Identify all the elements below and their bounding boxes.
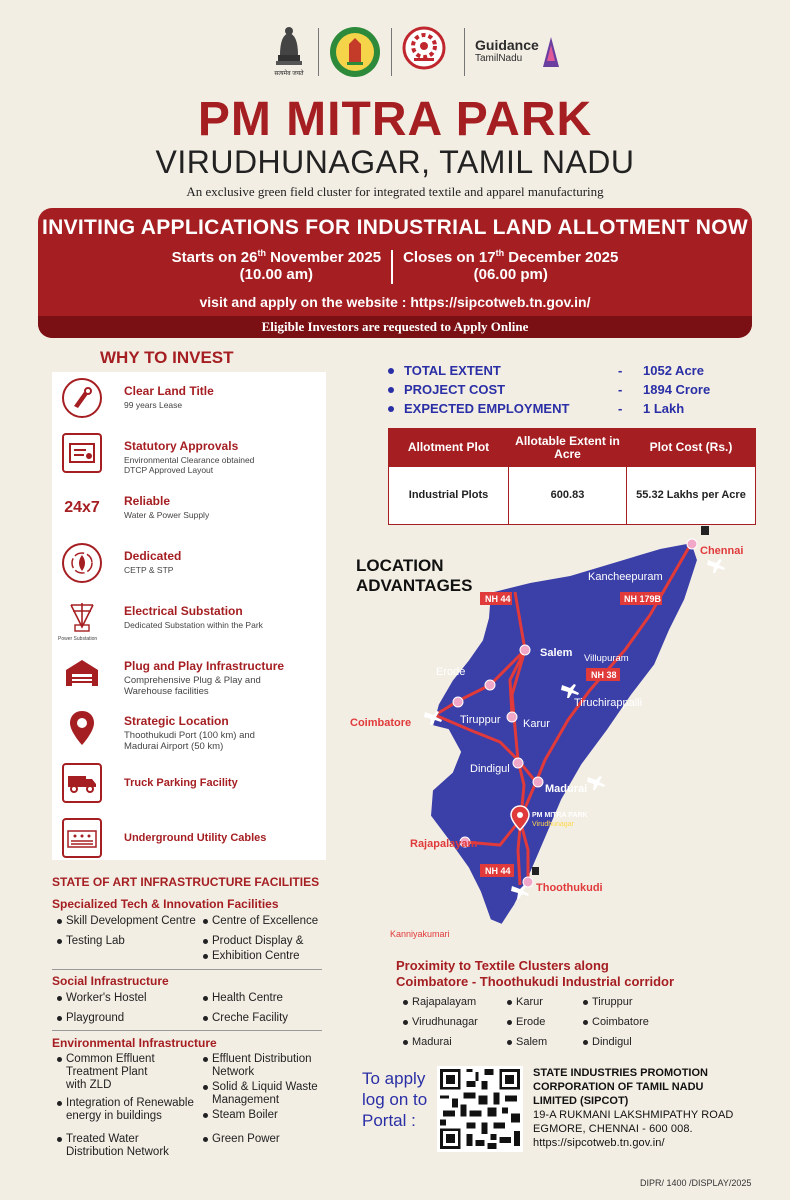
infra-section-title: Environmental Infrastructure	[52, 1036, 217, 1050]
list-item: Steam Boiler	[212, 1109, 278, 1121]
location-title-line: ADVANTAGES	[356, 576, 473, 595]
city-dot	[507, 712, 517, 722]
logo-divider	[391, 28, 392, 76]
label-tiruchirappalli: Tiruchirappalli	[574, 697, 643, 709]
close-date-month: December 2025	[504, 249, 619, 266]
start-date-text: Starts on 26	[171, 249, 258, 266]
why-item-sub: Environmental Clearance obtained DTCP Approved Layout	[124, 455, 255, 475]
list-item: Dindigul	[592, 1036, 632, 1048]
warehouse-icon	[62, 653, 102, 693]
highway-label-nh44-top: NH 44	[485, 594, 511, 604]
label-chennai: Chennai	[700, 545, 744, 557]
airport-icon	[707, 559, 725, 573]
proximity-title-line: Coimbatore - Thoothukudi Industrial corridor	[396, 974, 675, 989]
page-title: PM MITRA PARK	[197, 93, 593, 146]
why-item-sub: Thoothukudi Port (100 km) and Madurai Airport (50 km)	[124, 730, 255, 752]
why-item-sub: CETP & STP	[124, 565, 174, 575]
guidance-text: Guidance	[475, 37, 539, 53]
city-dot	[453, 697, 463, 707]
stat-dash: -	[618, 363, 623, 378]
why-item-sub: 99 years Lease	[124, 400, 183, 410]
why-item-head: Electrical Substation	[124, 604, 243, 618]
city-dot	[687, 539, 697, 549]
list-item: Creche Facility	[212, 1012, 289, 1024]
why-item-sub: Dedicated Substation within the Park	[124, 620, 263, 630]
list-item: Playground	[66, 1012, 125, 1024]
highway-label-nh179b: NH 179B	[624, 594, 662, 604]
stat-employment	[388, 401, 758, 420]
sipcot-url-link[interactable]: https://sipcotweb.tn.gov.in/	[533, 1137, 665, 1149]
qr-code-icon[interactable]	[437, 1066, 523, 1152]
sipcot-logo-icon	[402, 26, 454, 78]
why-item-substation	[52, 592, 326, 647]
why-item-dedicated	[52, 537, 326, 592]
why-item-reliable	[52, 482, 326, 537]
water-recycle-icon	[62, 543, 102, 583]
why-item-sub: Water & Power Supply	[124, 510, 210, 520]
close-date-sup: th	[495, 248, 505, 258]
stat-value: 1 Lakh	[643, 401, 685, 416]
why-item-head: Plug and Play Infrastructure	[124, 659, 285, 673]
list-item: Skill Development Centre	[66, 915, 196, 927]
why-invest-title: WHY TO INVEST	[100, 348, 234, 367]
tagline: An exclusive green field cluster for integrated textile and apparel manufacturing	[186, 184, 604, 199]
start-date-sup: th	[257, 248, 266, 258]
cell-plot-type: Industrial Plots	[389, 467, 509, 525]
page-subtitle: VIRUDHUNAGAR, TAMIL NADU	[155, 144, 635, 180]
project-stats	[388, 363, 758, 420]
label-tiruppur: Tiruppur	[460, 714, 501, 726]
section-divider	[52, 969, 322, 970]
start-date-month: November 2025	[266, 249, 382, 266]
close-time: (06.00 pm)	[473, 266, 548, 283]
city-dot	[520, 645, 530, 655]
logo-divider	[464, 28, 465, 76]
sipcot-address-line: EGMORE, CHENNAI - 600 008.	[533, 1123, 693, 1135]
why-item-truck	[52, 757, 326, 812]
infra-section-title: Social Infrastructure	[52, 974, 169, 988]
guidance-tn-text: TamilNadu	[475, 53, 523, 64]
stat-label: TOTAL EXTENT	[404, 363, 501, 378]
city-dot	[485, 680, 495, 690]
apply-line: log on to	[362, 1090, 428, 1109]
label-madurai: Madurai	[545, 783, 588, 795]
why-item-head: Truck Parking Facility	[124, 777, 238, 789]
port-icon	[532, 867, 539, 875]
truck-icon	[62, 763, 102, 803]
sipcot-address	[533, 1066, 758, 1150]
application-banner	[38, 208, 752, 338]
cell-cost: 55.32 Lakhs per Acre	[627, 467, 756, 525]
header-allotable-extent: Allotable Extent in Acre	[509, 429, 627, 467]
label-thoothukudi: Thoothukudi	[536, 882, 603, 894]
list-item: Solid & Liquid Waste Management	[212, 1081, 318, 1106]
infra-section-title: Specialized Tech & Innovation Facilities	[52, 897, 279, 911]
list-item: Centre of Excellence	[212, 915, 319, 927]
label-rajapalayam: Rajapalayam	[410, 838, 478, 850]
logo-divider	[318, 28, 319, 76]
stat-dash: -	[618, 401, 623, 416]
why-item-head: Dedicated	[124, 549, 182, 563]
apply-line: Portal :	[362, 1111, 416, 1130]
plot-table-header	[389, 429, 756, 467]
why-item-land-title	[52, 372, 326, 427]
substation-caption: Power Substation	[58, 636, 98, 642]
sipcot-name-line: CORPORATION OF TAMIL NADU	[533, 1081, 704, 1093]
sipcot-name-line: STATE INDUSTRIES PROMOTION	[533, 1067, 708, 1079]
stat-label: EXPECTED EMPLOYMENT	[404, 401, 570, 416]
infra-main-title: STATE OF ART INFRASTRUCTURE FACILITIES	[52, 875, 320, 889]
header-plot-cost: Plot Cost (Rs.)	[627, 429, 756, 467]
list-item: Testing Lab	[66, 935, 125, 947]
list-item: Tiruppur	[592, 996, 633, 1008]
location-pin-icon	[62, 708, 102, 748]
emblem-caption: सत्यमेव जयते	[274, 71, 304, 77]
sipcot-name-line: LIMITED (SIPCOT)	[533, 1095, 629, 1107]
list-item: Worker's Hostel	[66, 992, 147, 1004]
list-item: Effluent Distribution Network	[212, 1053, 312, 1078]
list-item: Common Effluent Treatment Plant with ZLD	[66, 1053, 155, 1091]
why-item-head: Strategic Location	[124, 714, 229, 728]
plot-table	[388, 428, 756, 525]
proximity-title	[396, 958, 674, 990]
section-divider	[52, 1030, 322, 1031]
website-link[interactable]: visit and apply on the website : https://sipcotweb.tn.gov.in/	[199, 294, 591, 310]
substation-icon	[62, 598, 102, 638]
underground-cable-icon	[62, 818, 102, 858]
national-emblem-icon	[270, 25, 308, 79]
why-item-plug-play	[52, 647, 326, 702]
port-icon	[701, 526, 709, 535]
stat-project-cost	[388, 382, 758, 401]
close-date-text: Closes on 17	[403, 249, 496, 266]
highway-label-nh44-bottom: NH 44	[485, 866, 511, 876]
why-invest-list	[52, 372, 326, 860]
eligible-note: Eligible Investors are requested to Apply Online	[38, 316, 752, 338]
list-item: Virudhunagar	[412, 1016, 478, 1028]
24x7-icon: 24x7	[64, 499, 100, 516]
list-item: Green Power	[212, 1133, 280, 1145]
start-time: (10.00 am)	[239, 266, 314, 283]
document-key-icon	[62, 378, 102, 418]
highway-label-nh38: NH 38	[591, 670, 617, 680]
list-item: Erode	[516, 1016, 546, 1028]
proximity-title-line: Proximity to Textile Clusters along	[396, 958, 609, 973]
tamilnadu-seal-icon	[329, 26, 381, 78]
list-item: Treated Water Distribution Network	[66, 1133, 169, 1158]
dipr-reference: DIPR/ 1400 /DISPLAY/2025	[640, 1178, 752, 1188]
close-date	[393, 248, 628, 284]
label-salem: Salem	[540, 647, 573, 659]
why-item-sub: Comprehensive Plug & Play and Warehouse facilities	[124, 675, 261, 697]
banner-dates	[38, 248, 752, 284]
stat-label: PROJECT COST	[404, 382, 506, 397]
list-item: Health Centre	[212, 992, 283, 1004]
why-item-cables	[52, 812, 326, 867]
banner-heading: INVITING APPLICATIONS FOR INDUSTRIAL LAND ALLOTMENT NOW	[42, 216, 748, 239]
list-item: Integration of Renewable energy in buildings	[66, 1097, 194, 1122]
list-item: Product Display &	[212, 935, 304, 947]
why-item-head: Clear Land Title	[124, 384, 214, 398]
location-title-line: LOCATION	[356, 556, 444, 575]
city-dot	[533, 777, 543, 787]
label-park-sub: Virudhunagar	[532, 821, 574, 828]
certificate-icon	[62, 433, 102, 473]
airport-icon	[587, 776, 605, 790]
header-allotment-plot: Allotment Plot	[389, 429, 509, 467]
cell-extent: 600.83	[509, 467, 627, 525]
label-karur: Karur	[523, 718, 550, 730]
bullet	[388, 387, 394, 393]
stat-value: 1052 Acre	[643, 363, 704, 378]
label-coimbatore: Coimbatore	[350, 717, 412, 729]
bullet	[388, 406, 394, 412]
guidance-logo	[475, 37, 559, 67]
bullet	[388, 368, 394, 374]
label-park: PM MITRA PARK	[532, 812, 588, 819]
apply-line: To apply	[362, 1069, 426, 1088]
label-villupuram: Villupuram	[584, 653, 629, 664]
list-item: Coimbatore	[592, 1016, 649, 1028]
why-item-head: Statutory Approvals	[124, 439, 239, 453]
why-item-head: Reliable	[124, 494, 171, 508]
why-item-approvals	[52, 427, 326, 482]
why-item-location	[52, 702, 326, 757]
label-dindigul: Dindigul	[470, 763, 510, 775]
stat-total-extent	[388, 363, 758, 382]
guidance-mark-icon	[543, 37, 559, 67]
apply-instruction	[362, 1068, 427, 1131]
list-item: Karur	[516, 996, 543, 1008]
stat-value: 1894 Crore	[643, 382, 711, 397]
header-logos	[270, 22, 570, 82]
sipcot-address-line: 19-A RUKMANI LAKSHMIPATHY ROAD	[533, 1109, 734, 1121]
table-row	[389, 467, 756, 525]
label-kanniyakumari: Kanniyakumari	[390, 929, 450, 939]
city-dot	[513, 758, 523, 768]
why-item-head: Underground Utility Cables	[124, 832, 267, 844]
label-erode: Erode	[436, 666, 466, 678]
start-date	[162, 248, 391, 284]
list-item: Rajapalayam	[412, 996, 477, 1008]
tamilnadu-map	[340, 520, 780, 940]
label-kancheepuram: Kancheepuram	[588, 571, 663, 583]
stat-dash: -	[618, 382, 623, 397]
list-item: Madurai	[412, 1036, 452, 1048]
list-item-continued: Exhibition Centre	[212, 950, 300, 962]
list-item: Salem	[516, 1036, 548, 1048]
